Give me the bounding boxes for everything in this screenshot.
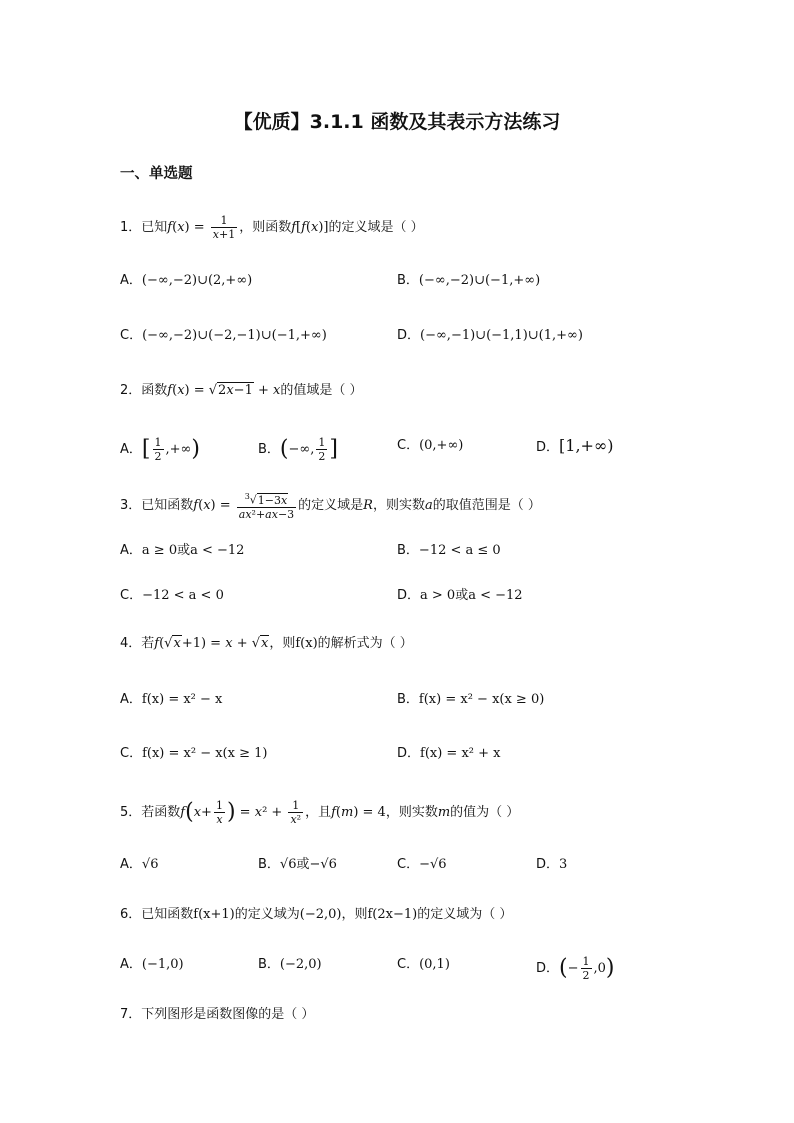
question-7: 7．下列图形是函数图像的是（ ） [120,1007,315,1022]
option-a[interactable]: A．(−∞,−2)∪(2,+∞) [120,273,253,288]
option-c[interactable]: C．(−∞,−2)∪(−2,−1)∪(−1,+∞) [120,328,327,343]
question-4: 4．若f(√x+1) = x + √x，则f(x)的解析式为（ ） [120,636,413,651]
question-number: 1． [120,220,142,235]
option-c[interactable]: C．(0,+∞) [397,438,464,453]
option-d[interactable]: D．(− $\frac{1}{2}$ ,0) [536,955,615,982]
question-3: 3．已知函数f(x) = $\frac{^3√1-3x}{\text{ax²+ax−3}}$ 的定义域是R，则实数a的取值范围是（ ） [120,492,541,521]
option-b[interactable]: B．(−∞, $\frac{1}{2}$ ] [258,436,338,463]
formula: f(x) = $\frac{^3√1-3x}{\text{ax²+ax−3}}$ [193,492,295,521]
option-b[interactable]: B．√6或−√6 [258,857,337,872]
option-d[interactable]: D．(−∞,−1)∪(−1,1)∪(1,+∞) [397,328,583,343]
formula: f(√x+1) = x + √x [154,636,269,651]
question-6: 6．已知函数f(x+1)的定义域为(−2,0)，则f(2x−1)的定义域为（ ） [120,907,513,922]
option-b[interactable]: B．f(x) = x² − x(x ≥ 0) [397,692,545,707]
option-c[interactable]: C．f(x) = x² − x(x ≥ 1) [120,746,268,761]
option-c[interactable]: C．(0,1) [397,957,450,972]
option-a[interactable]: A．f(x) = x² − x [120,692,223,707]
formula: f(x) = $\frac{1}{x+1}$ [167,214,236,241]
option-d[interactable]: D．3 [536,857,568,872]
section-heading: 一、单选题 [120,166,193,182]
option-d[interactable]: D．[1,+∞) [536,436,614,455]
option-a[interactable]: A．√6 [120,857,159,872]
option-b[interactable]: B．(−2,0) [258,957,322,972]
formula: f[f(x)] [291,220,329,235]
option-d[interactable]: D．f(x) = x² + x [397,746,501,761]
option-d[interactable]: D．a > 0或a < −12 [397,588,523,603]
formula: f(x+ $\frac{1}{x}$ ) = x² + $\frac{1}{\text{x²}}$ [180,799,302,826]
option-c[interactable]: C．−12 < a < 0 [120,588,224,603]
question-5: 5．若函数f(x+ $\frac{1}{x}$ ) = x² + $\frac{1}{\text{x²}}$ ，且f(m) = 4，则实数m的值为（ ） [120,799,520,826]
option-a[interactable]: A．(−1,0) [120,957,184,972]
question-1: 1．已知f(x) = $\frac{1}{x+1}$ ，则函数f[f(x)]的定义域是（ ） [120,214,424,241]
formula: f(x) = √2x−1 + x [167,383,281,398]
option-b[interactable]: B．−12 < a ≤ 0 [397,543,501,558]
option-c[interactable]: C．−√6 [397,857,447,872]
document-title: 【优质】3.1.1 函数及其表示方法练习 [233,111,561,133]
option-a[interactable]: A．[ $\frac{1}{2}$ ,+∞) [120,436,200,463]
option-b[interactable]: B．(−∞,−2)∪(−1,+∞) [397,273,541,288]
question-2: 2．函数f(x) = √2x−1 + x的值域是（ ） [120,383,363,398]
option-a[interactable]: A．a ≥ 0或a < −12 [120,543,245,558]
